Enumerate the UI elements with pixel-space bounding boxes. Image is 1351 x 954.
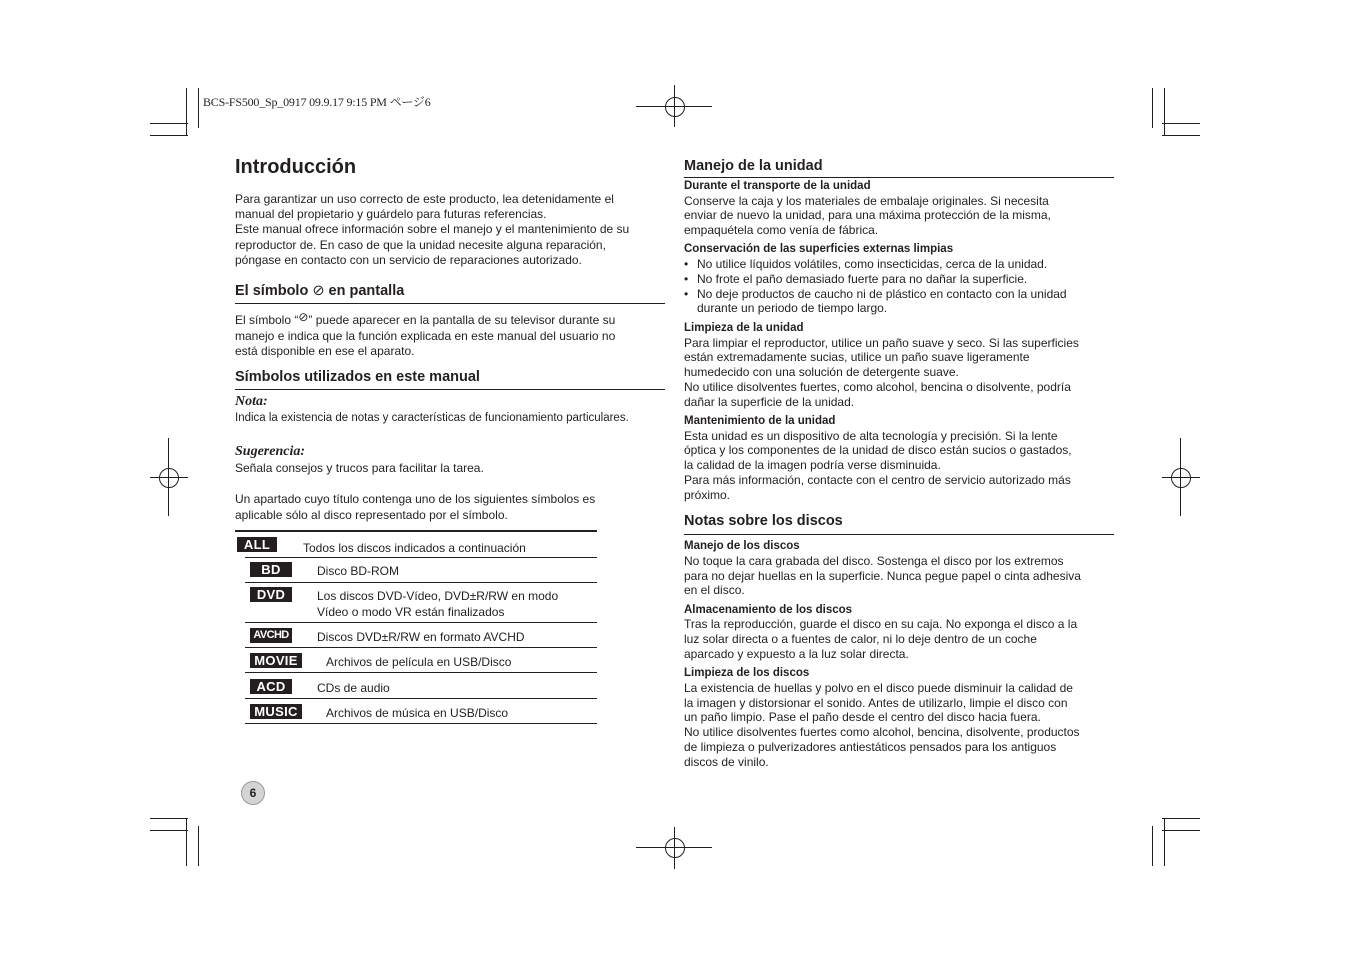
row-rule: [245, 557, 597, 558]
section-rule: [235, 303, 665, 304]
row-rule: [245, 672, 597, 673]
text-line: de limpieza o pulverizadores antiestáticos pensados para los antiguos: [684, 740, 1057, 754]
text-line: No utilice disolventes fuertes como alcohol, bencina, disolvente, productos: [684, 725, 1080, 739]
text-line: para no dejar huellas en la superficie. Nunca pegue papel o cinta adhesiva: [684, 569, 1081, 583]
list-item-text: No frote el paño demasiado fuerte para no dañar la superficie.: [697, 272, 1028, 286]
text-line: manejo e indica que la función explicada en este manual del usuario no: [235, 329, 616, 343]
text-line: en el disco.: [684, 583, 745, 597]
sugerencia-title: Sugerencia:: [235, 444, 305, 459]
subheading: Manejo de los discos: [684, 540, 800, 552]
text-line: la calidad de la imagen podría verse disminuida.: [684, 458, 941, 472]
text-line: discos de vinilo.: [684, 755, 769, 769]
text-line: La existencia de huellas y polvo en el disco puede disminuir la calidad de: [684, 681, 1073, 695]
dvd-badge: DVD: [250, 587, 292, 602]
all-badge: ALL: [237, 537, 277, 552]
row-description: CDs de audio: [317, 681, 390, 695]
bd-badge: BD: [250, 562, 292, 577]
text-line: la imagen y distorsionar el sonido. Antes de utilizarlo, limpie el disco con: [684, 696, 1068, 710]
list-item: [684, 287, 1067, 302]
text-line: enviar de nuevo la unidad, para una máxima protección de la misma,: [684, 208, 1051, 222]
acd-badge: ACD: [250, 679, 292, 694]
text-line: Para más información, contacte con el centro de servicio autorizado más: [684, 473, 1071, 487]
row-description: Discos DVD±R/RW en formato AVCHD: [317, 630, 525, 644]
music-badge: MUSIC: [250, 704, 302, 719]
row-rule: [245, 647, 597, 648]
list-item: [684, 257, 1048, 272]
page-number-text: 6: [249, 786, 257, 800]
text-fragment: El símbolo “: [235, 313, 299, 327]
text-line: Un apartado cuyo título contenga uno de los siguientes símbolos es: [235, 492, 596, 506]
text-line: Tras la reproducción, guarde el disco en su caja. No exponga el disco a la: [684, 617, 1078, 631]
subheading: Limpieza de la unidad: [684, 322, 804, 334]
text-line: dañar la superficie de la unidad.: [684, 395, 855, 409]
row-rule: [245, 698, 597, 699]
text-line: luz solar directa o a fuentes de calor, ni lo deje dentro de un coche: [684, 632, 1037, 646]
section-heading-manejo: Manejo de la unidad: [684, 158, 823, 174]
text-line: No toque la cara grabada del disco. Sostenga el disco por los extremos: [684, 554, 1064, 568]
prohibited-symbol-icon: ⊘: [298, 310, 309, 324]
text-line: óptica y los componentes de la unidad de disco están sucios o gastados,: [684, 443, 1072, 457]
bullet-icon: •: [684, 272, 689, 286]
heading-text: El símbolo: [235, 283, 309, 299]
text-line: aparcado y expuesto a la luz solar directa.: [684, 647, 909, 661]
subheading: Conservación de las superficies externas limpias: [684, 243, 954, 255]
text-line: póngase en contacto con un servicio de reparaciones autorizado.: [235, 253, 582, 267]
row-description: Los discos DVD-Vídeo, DVD±R/RW en modo: [317, 589, 559, 603]
section-rule: [684, 534, 1114, 535]
text-line: empaquétela como venía de fábrica.: [684, 223, 879, 237]
section-rule: [235, 389, 665, 390]
text-line: están extremadamente sucias, utilice un paño suave ligeramente: [684, 350, 1030, 364]
text-line: Conserve la caja y los materiales de embalaje originales. Si necesita: [684, 194, 1049, 208]
text-line: durante un periodo de tiempo largo.: [697, 301, 888, 315]
list-item-text: No utilice líquidos volátiles, como insecticidas, cerca de la unidad.: [697, 257, 1048, 271]
nota-title: Nota:: [235, 394, 268, 409]
row-rule: [245, 723, 597, 724]
list-item: [684, 272, 1028, 287]
table-top-rule: [235, 530, 597, 532]
text-line: próximo.: [684, 488, 731, 502]
text-fragment: ” puede aparecer en la pantalla de su televisor durante su: [308, 313, 616, 327]
avchd-badge: AVCHD: [250, 628, 292, 643]
subheading: Durante el transporte de la unidad: [684, 180, 871, 192]
row-description: Disco BD-ROM: [317, 564, 400, 578]
row-rule: [245, 622, 597, 623]
row-description: Todos los discos indicados a continuación: [303, 541, 526, 555]
text-line: está disponible en ese el aparato.: [235, 344, 415, 358]
movie-badge: MOVIE: [250, 653, 302, 668]
list-item-text: No deje productos de caucho ni de plástico en contacto con la unidad: [697, 287, 1067, 301]
text-line: No utilice disolventes fuertes, como alcohol, bencina o disolvente, podría: [684, 380, 1071, 394]
page-title: Introducción: [235, 156, 357, 178]
bullet-icon: •: [684, 287, 689, 301]
bullet-icon: •: [684, 257, 689, 271]
text-line: [235, 310, 616, 328]
sugerencia-text: Señala consejos y trucos para facilitar la tarea.: [235, 461, 484, 475]
text-line: un paño limpio. Pase el paño desde el centro del disco hacia fuera.: [684, 710, 1041, 724]
print-info: BCS-FS500_Sp_0917 09.9.17 9:15 PM ページ6: [203, 95, 431, 109]
section-rule: [684, 177, 1114, 178]
section-heading-discos: Notas sobre los discos: [684, 513, 843, 529]
text-line: reproductor de. En caso de que la unidad necesite alguna reparación,: [235, 238, 606, 252]
row-description: Archivos de música en USB/Disco: [326, 706, 509, 720]
text-line: aplicable sólo al disco representado por el símbolo.: [235, 508, 508, 522]
subheading: Mantenimiento de la unidad: [684, 415, 836, 427]
prohibited-symbol-icon: ⊘: [312, 283, 325, 299]
row-description: Archivos de película en USB/Disco: [326, 655, 512, 669]
section-heading-symbol: [235, 283, 404, 299]
row-rule: [245, 582, 597, 583]
text-line: Para limpiar el reproductor, utilice un paño suave y seco. Si las superficies: [684, 336, 1079, 350]
nota-text: Indica la existencia de notas y características de funcionamiento particulares.: [235, 412, 629, 424]
section-heading-symbols: Símbolos utilizados en este manual: [235, 369, 480, 385]
text-line: Para garantizar un uso correcto de este producto, lea detenidamente el: [235, 192, 614, 206]
text-line: humedecido con una solución de detergente suave.: [684, 365, 959, 379]
text-line: Esta unidad es un dispositivo de alta tecnología y precisión. Si la lente: [684, 429, 1058, 443]
text-line: Este manual ofrece información sobre el manejo y el mantenimiento de su: [235, 222, 630, 236]
subheading: Almacenamiento de los discos: [684, 604, 853, 616]
subheading: Limpieza de los discos: [684, 667, 810, 679]
heading-text: en pantalla: [328, 283, 405, 299]
text-line: manual del propietario y guárdelo para futuras referencias.: [235, 207, 547, 221]
page-number: [241, 781, 265, 805]
row-description: Vídeo o modo VR están finalizados: [317, 605, 505, 619]
